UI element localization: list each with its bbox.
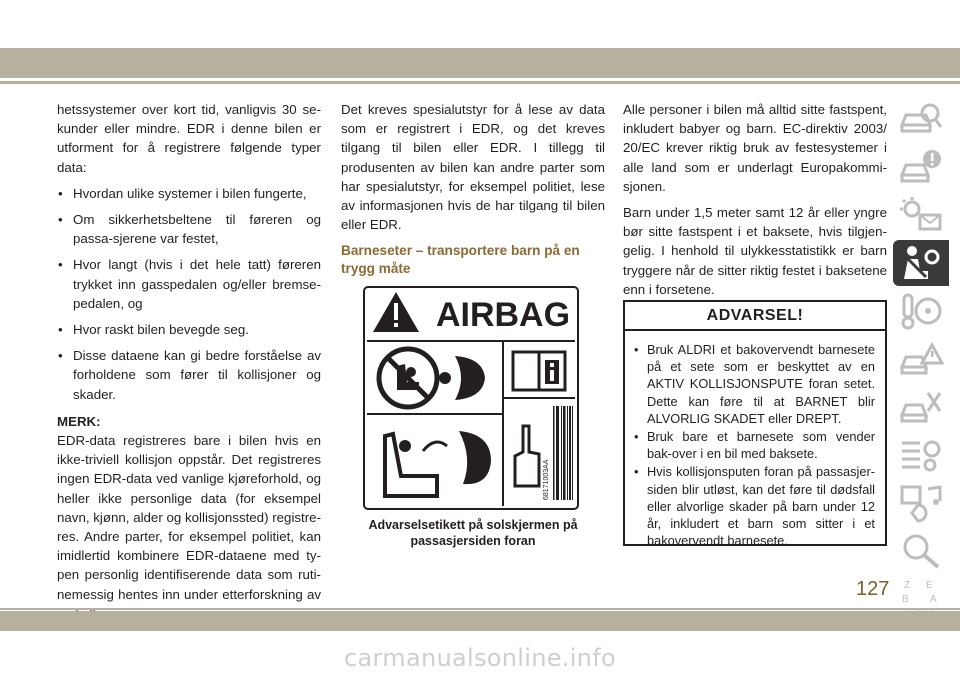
column-1	[57, 100, 321, 630]
page-number: 127	[856, 578, 890, 600]
tab-music-nav[interactable]	[893, 480, 949, 526]
svg-text:B: B	[902, 594, 909, 605]
tab-search[interactable]	[893, 528, 949, 574]
warning-list	[625, 331, 885, 549]
list-item: • Hvor raskt bilen bevegde seg.	[57, 320, 321, 339]
section-heading: Barneseter – transportere barn på en trygg måte	[341, 243, 580, 277]
paragraph: hetssystemer over kort tid, vanligvis 30 se-kunder eller mindre. EDR i denne bilen er utforment for å registrere følgende typer data:	[57, 102, 321, 175]
chapter-tabs	[893, 96, 949, 624]
column-3	[623, 100, 887, 306]
footer-band	[0, 611, 960, 631]
footer-rule	[0, 608, 960, 610]
search-icon	[898, 531, 944, 571]
airbag-warning-label	[363, 286, 579, 510]
tab-car-tools[interactable]	[893, 384, 949, 430]
barcode-text: 68171003AA	[543, 459, 550, 500]
figure-caption: Advarselsetikett på solskjermen på passasjersiden foran	[368, 518, 578, 548]
seat-airbag-icon	[898, 243, 944, 283]
paragraph: Barn under 1,5 meter samt 12 år eller yngre bør sitte fastspent i et baksete, hvis tilgjen-gelig. I henhold til ulykkesstatistikk er barn tryggere når de sitter riktig festet i baksetene enn i forsetene.	[623, 205, 887, 297]
watermark: carmanualsonline.info	[344, 644, 616, 672]
tab-key-steering[interactable]	[893, 288, 949, 334]
svg-text:E: E	[926, 580, 933, 591]
checklist-gear-icon	[898, 435, 944, 475]
list-item: • Om sikkerhetsbeltene til føreren og passa-sjerene var festet,	[57, 210, 321, 248]
paragraph: Alle personer i bilen må alltid sitte fastspent, inkludert babyer og barn. EC-direktiv 2003/ 20/EC krever riktig bruk av festesystemer i alle land som er underlagt Europakommi-sjonen.	[623, 102, 887, 194]
tab-car-warning[interactable]	[893, 144, 949, 190]
list-item: • Hvordan ulike systemer i bilen fungerte,	[57, 184, 321, 203]
warning-item: • Hvis kollisjonsputen foran på passasjer-siden blir utløst, kan det føre til dødsfall eller alvorlige skader på barn under 12 år, inkludert et barn som sitter i et bakovervendt barnesete.	[633, 463, 875, 549]
header-band	[0, 48, 960, 78]
header-rule	[0, 81, 960, 84]
tab-hazard[interactable]	[893, 336, 949, 382]
key-steering-icon	[898, 291, 944, 331]
dashboard-message-icon	[898, 195, 944, 235]
column-2	[341, 100, 605, 278]
note-text: EDR-data registreres bare i bilen hvis en ikke-triviell kollisjon oppstår. Det registreres ingen EDR-data ved vanlige kjøreforhold, og heller ikke personlige data (for eksempel navn, kjønn, alder og kollisjonssted) registre-res. Andre parter, for eksempel politiet, kan imidlertid kombinere EDR-dataene med ty-pen personlig identifiserende data som ruti-nemessig hentes inn under etterforskning av	[57, 433, 321, 602]
warning-item: • Bruk bare et barnesete som vender bak-over i en bil med baksete.	[633, 428, 875, 462]
label-title: AIRBAG	[435, 296, 571, 334]
warning-title: ADVARSEL!	[625, 302, 885, 331]
hazard-triangle-icon	[898, 339, 944, 379]
car-warning-icon	[898, 147, 944, 187]
tab-dashboard-message[interactable]	[893, 192, 949, 238]
tab-checklist[interactable]	[893, 432, 949, 478]
paragraph: Det kreves spesialutstyr for å lese av data som er registrert i EDR, og det kreves tilgang til bilen eller EDR. I tillegg til produsenten av bilen kan andre parter som har spesialutstyr, for eksempel politiet, lese av informasjonen hvis de har tilgang til bilen eller EDR.	[341, 102, 605, 233]
list-item: • Hvor langt (hvis i det hele tatt) føreren trykket inn gasspedalen og/eller bremse-pedalen, og	[57, 255, 321, 313]
warning-box	[623, 300, 887, 549]
svg-text:Z: Z	[904, 580, 911, 591]
tab-seat-airbag[interactable]	[893, 240, 949, 286]
music-nav-icon	[898, 483, 944, 523]
svg-text:A: A	[930, 594, 937, 605]
car-info-icon	[898, 99, 944, 139]
warning-item: • Bruk ALDRI et bakovervendt barnesete på et sete som er beskyttet av en AKTIV KOLLISJONSPUTE foran setet. Dette kan føre til at BARNET blir ALVORLIG SKADET eller DREPT.	[633, 341, 875, 427]
list-item: • Disse dataene kan gi bedre forståelse av forholdene som fører til kollisjoner og skader.	[57, 346, 321, 404]
note-heading: MERK:	[57, 413, 101, 429]
data-types-list	[57, 184, 321, 404]
tab-car-info[interactable]	[893, 96, 949, 142]
car-tools-icon	[898, 387, 944, 427]
